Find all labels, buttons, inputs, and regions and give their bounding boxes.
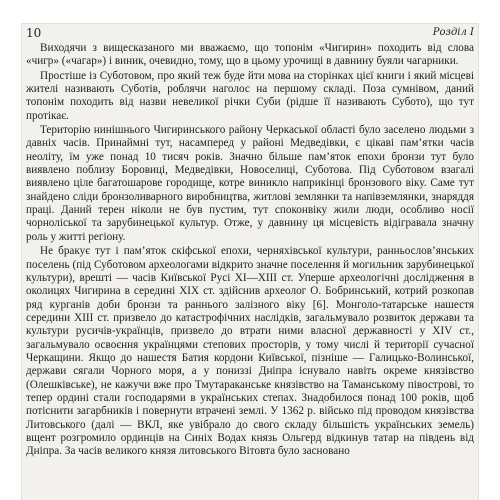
paragraph: Простіше із Суботовом, про який теж буде йти мова на сторінках цієї книги і який місцеві жителі називають Суботів, роблячи наголос на першому складі. Поза сумнівом, даний топонім походить від назви невеликої річки Суби (рідше її називають Субото), що тут протікає. [26,69,474,122]
page-number: 10 [26,26,42,40]
body-text [26,42,474,460]
book-page [22,24,478,500]
paragraph: Не бракує тут і пам’яток скіфської епохи, черняхівської культури, ранньослов’янських поселень (під Суботовом археологами відкрито значне поселення й могильник зарубинецької культури), врешті — часів Київської Русі XI—XIII ст. Уперше археологічні дослідження в околицях Чигирина в середині XIX ст. здійснив археолог О. Бобринський, котрий розкопав ряд курганів доби бронзи та раннього залізного віку [6]. Монголо-татарське нашестя середини XIII ст. призвело до катастрофічних наслідків, загальмувало розвиток держави та культури русичів-українців, призвело до втрати ними власної державності у XIV ст., загальмувало освоєння українцями степових просторів, у тому числі й території сучасної Черкащини. Якщо до нашестя Батия кордони Київської, пізніше — Галицько-Волинської, держави сягали Чорного моря, а у пониззі Дніпра існувало навіть окреме князівство (Олешківське), не кажучи вже про Тмутараканське князівство на Таманському півострові, то тепер ордині стали господарями в українських степах. Знадобилося понад 100 років, щоб потіснити загарбників і повернути втрачені землі. У 1362 р. військо під проводом князівства Литовського (далі — ВКЛ, яке увібрало до свого складу більшість українських земель) вщент розгромило ординців на Синіх Водах князь Ольгерд відкинув татар на південь від Дніпра. За часів великого князя литовського Вітовта було засновано [26,245,474,458]
paragraph: Виходячи з вищесказаного ми вважаємо, що топонім «Чигирин» походить від слова «чигр» («чагар») і виник, очевидно, тому, що в цьому урочищі в давнину буяли чагарники. [26,42,474,68]
chapter-title: Розділ I [432,27,474,38]
paragraph: Територію нинішнього Чигиринського району Черкаської області було заселено людьми з давніх часів. Принаймні тут, насамперед у районі Медведівки, є цікаві пам’ятки часів неоліту, їм уже понад 10 тисяч років. Значно більше пам’яток епохи бронзи тут було виявлено поблизу Боровиці, Медведівки, Новоселиці, Суботова. Під Суботовом взагалі виявлено ціле багатошарове городище, котре виникло наприкінці бронзового віку. Саме тут знайдено сліди бронзоливарного виробництва, житлові землянки та напівземлянки, знаряддя праці. Даний терен ніколи не був пустим, тут споконвіку жили люди, особливо носії чорноліської та зарубинецької культур. Отже, у давнину ця місцевість відігравала значну роль у житті регіону. [26,124,474,243]
